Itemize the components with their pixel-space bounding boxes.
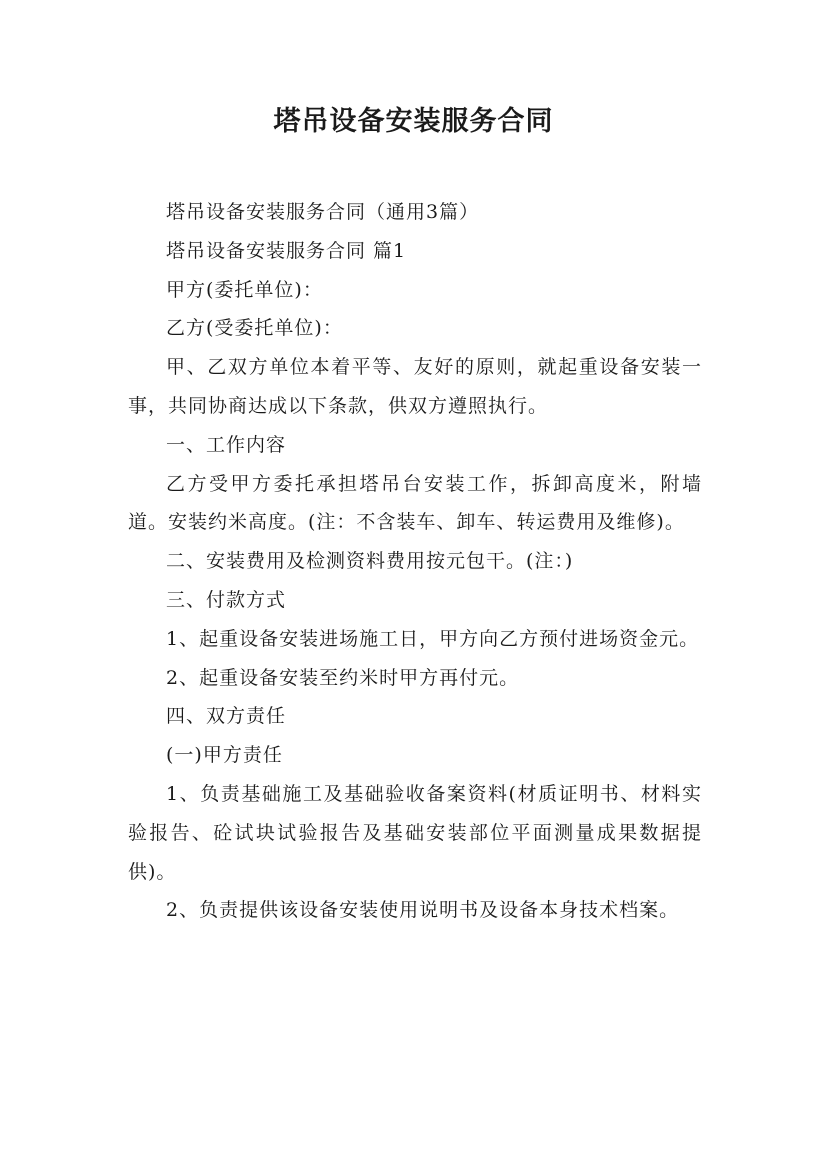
paragraph: 1、起重设备安装进场施工日，甲方向乙方预付进场资金元。 xyxy=(166,627,700,650)
subsection-heading: (一)甲方责任 xyxy=(166,744,283,767)
paragraph: 甲、乙双方单位本着平等、友好的原则，就起重设备安装一事，共同协商达成以下条款，供双方遵照执行。 xyxy=(128,356,702,417)
section-heading: 一、工作内容 xyxy=(166,433,287,456)
paragraph: 1、负责基础施工及基础验收备案资料(材质证明书、材料实验报告、砼试块试验报告及基础安装部位平面测量成果数据提供)。 xyxy=(128,782,702,883)
paragraph: 塔吊设备安装服务合同 篇1 xyxy=(166,239,407,262)
section-heading: 三、付款方式 xyxy=(166,588,287,611)
document-body xyxy=(128,193,702,930)
paragraph: 2、负责提供该设备安装使用说明书及设备本身技术档案。 xyxy=(166,899,680,922)
paragraph: 二、安装费用及检测资料费用按元包干。(注：) xyxy=(166,550,574,573)
paragraph: 乙方(受委托单位)： xyxy=(166,317,343,340)
paragraph: 塔吊设备安装服务合同（通用3篇） xyxy=(166,201,480,223)
paragraph: 2、起重设备安装至约米时甲方再付元。 xyxy=(166,666,520,689)
document-title: 塔吊设备安装服务合同 xyxy=(273,106,554,137)
paragraph: 乙方受甲方委托承担塔吊台安装工作，拆卸高度米，附墙道。安装约米高度。(注：不含装车、卸车、转运费用及维修)。 xyxy=(128,472,702,534)
paragraph: 甲方(委托单位)： xyxy=(166,278,323,301)
section-heading: 四、双方责任 xyxy=(166,705,287,728)
